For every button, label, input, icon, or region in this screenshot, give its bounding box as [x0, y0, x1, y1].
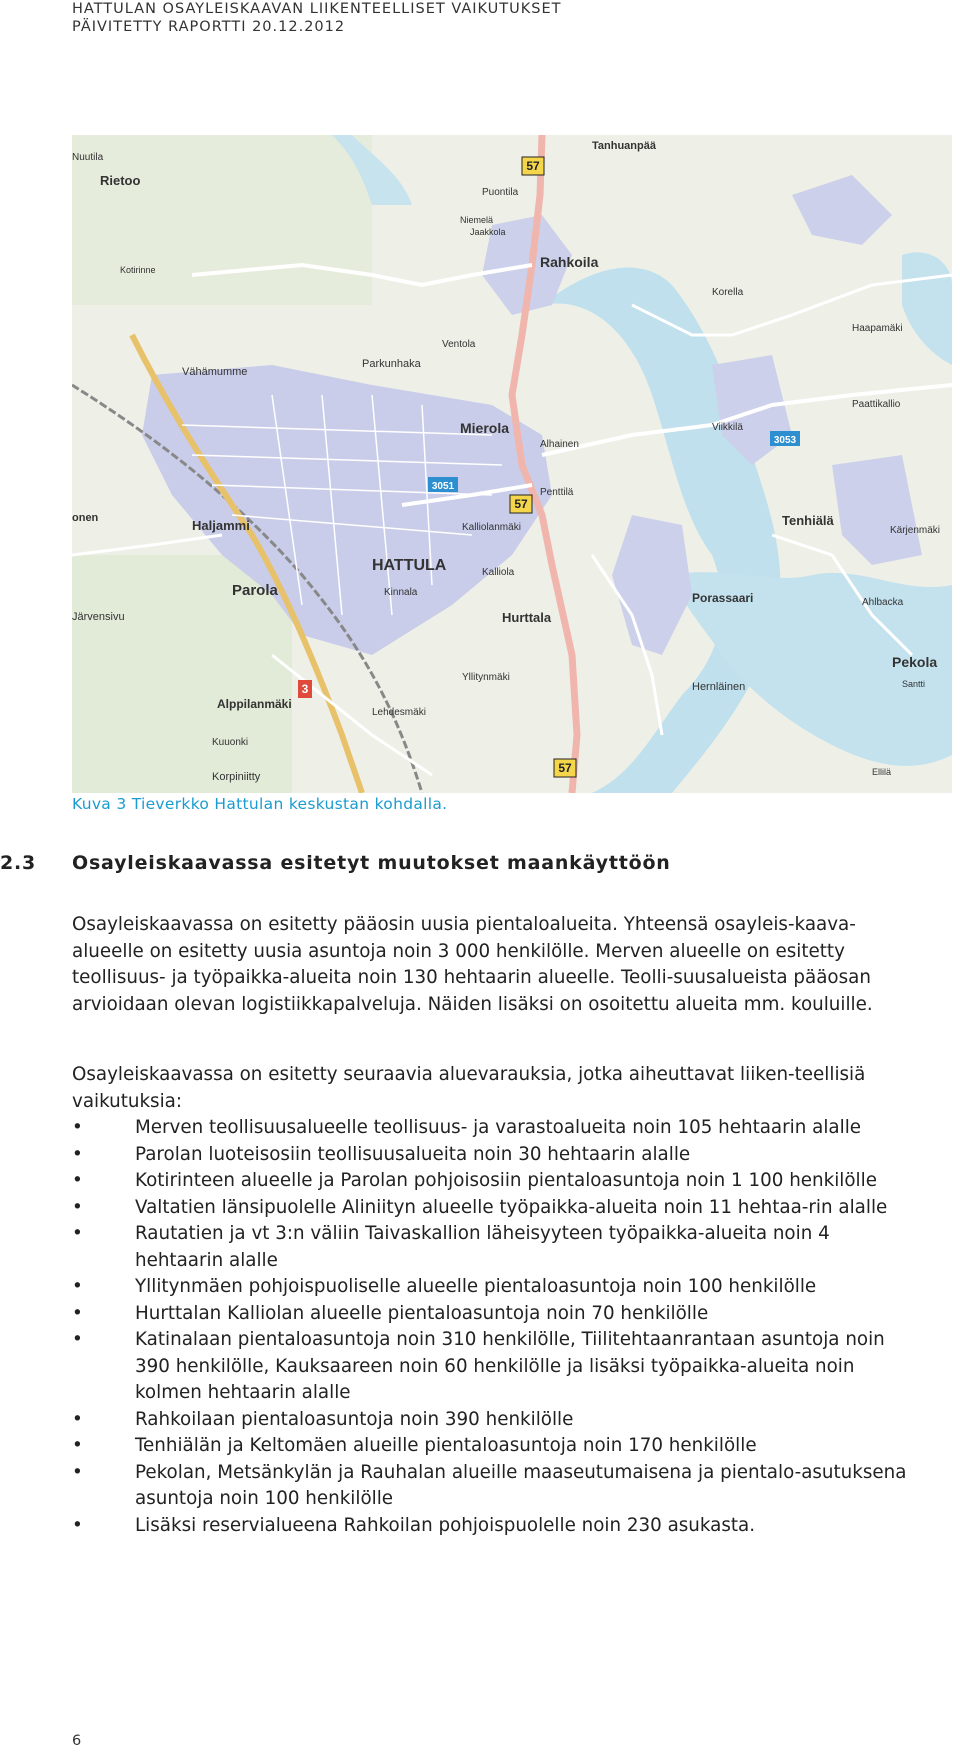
place-label: Yllitynmäki [462, 672, 510, 683]
list-item-text: Merven teollisuusalueelle teollisuus- ja varastoalueita noin 105 hehtaarin alalle [135, 1117, 862, 1138]
place-label: Niemelä [460, 215, 494, 225]
bullet: • [72, 1170, 83, 1191]
bullet-list [72, 1115, 912, 1539]
bullet: • [72, 1435, 83, 1456]
list-item [72, 1221, 912, 1274]
road-number-57: 57 [558, 761, 572, 775]
list-item [72, 1433, 912, 1460]
section-title: Osayleiskaavassa esitetyt muutokset maankäyttöön [72, 852, 671, 874]
place-label: Paattikallio [852, 399, 901, 410]
place-label: Korpiniitty [212, 771, 261, 783]
road-network-map [72, 135, 952, 793]
list-item [72, 1407, 912, 1434]
place-label: Pekola [892, 654, 938, 670]
list-item [72, 1274, 912, 1301]
place-label: Alppilanmäki [217, 697, 292, 711]
bullet: • [72, 1196, 83, 1218]
place-label: Kotirinne [120, 265, 156, 275]
place-label: Puontila [482, 187, 519, 198]
bullet: • [72, 1276, 83, 1297]
bullet: • [72, 1329, 83, 1350]
paragraph: Osayleiskaavassa on esitetty seuraavia aluevarauksia, jotka aiheuttavat liiken-teellisiä vaikutuksia: [72, 1064, 866, 1112]
place-label: Viikkilä [712, 422, 743, 433]
place-label: Rietoo [100, 173, 141, 188]
bullet: • [72, 1143, 83, 1165]
place-label: Kärjenmäki [890, 525, 941, 536]
map-graphic [72, 135, 952, 793]
road-number-57: 57 [526, 159, 540, 173]
place-label: Nuutila [72, 152, 104, 163]
place-label: Porassaari [692, 591, 754, 605]
place-label: Jaakkola [470, 227, 506, 237]
place-label: Ahlbacka [862, 597, 904, 608]
list-item-text: Pekolan, Metsänkylän ja Rauhalan alueille maaseutumaisena ja pientalo-asutuksena asuntoja noin 100 henkilölle [135, 1461, 907, 1509]
running-header [72, 0, 561, 36]
place-label: Lehdesmäki [372, 707, 426, 718]
figure-caption: Kuva 3 Tieverkko Hattulan keskustan kohdalla. [72, 795, 448, 813]
forest-area [72, 135, 372, 305]
list-item [72, 1142, 912, 1169]
bullet: • [72, 1117, 83, 1138]
bullet: • [72, 1302, 83, 1324]
place-label: Rahkoila [540, 254, 599, 270]
place-label: Santti [902, 679, 926, 689]
list-item [72, 1168, 912, 1195]
list-item [72, 1513, 912, 1540]
list-item [72, 1195, 912, 1222]
list-item-text: Rautatien ja vt 3:n väliin Taivaskallion läheisyyteen työpaikka-alueita noin 4 hehtaarin alalle [135, 1223, 830, 1271]
place-label: Penttilä [540, 487, 574, 498]
road-number-3053: 3053 [773, 435, 797, 446]
place-label: Hernläinen [692, 681, 746, 693]
bullet: • [72, 1223, 83, 1244]
place-label: Tanhuanpää [592, 140, 656, 152]
place-label: Hurttala [502, 610, 552, 625]
list-item-text: Rahkoilaan pientaloasuntoja noin 390 henkilölle [135, 1408, 574, 1430]
list-item-text: Tenhiälän ja Keltomäen alueille pientaloasuntoja noin 170 henkilölle [135, 1435, 757, 1456]
place-label: Ellilä [872, 767, 892, 777]
place-label: Ventola [442, 339, 476, 350]
road-number-57: 57 [514, 497, 528, 511]
place-label: Tenhiälä [782, 513, 834, 528]
list-item [72, 1460, 912, 1513]
place-label: Kalliolanmäki [462, 522, 521, 533]
place-label: Vähämumme [182, 366, 248, 378]
bullet: • [72, 1514, 83, 1536]
place-label: Mierola [460, 420, 510, 436]
list-item-text: Hurttalan Kalliolan alueelle pientaloasuntoja noin 70 henkilölle [135, 1302, 709, 1324]
road-number-3: 3 [301, 682, 309, 696]
place-label: Korella [712, 287, 744, 298]
list-item-text: Parolan luoteisosiin teollisuusalueita noin 30 hehtaarin alalle [135, 1143, 691, 1165]
header-subtitle: PÄIVITETTY RAPORTTI 20.12.2012 [72, 19, 346, 35]
place-label: Kuuonki [212, 737, 249, 748]
place-label: Parkunhaka [362, 358, 421, 370]
place-label: Kinnala [384, 587, 418, 598]
list-item-text: Kotirinteen alueelle ja Parolan pohjoisosiin pientaloasuntoja noin 1 100 henkilölle [135, 1170, 877, 1191]
list-item-text: Yllitynmäen pohjoispuoliselle alueelle pientaloasuntoja noin 100 henkilölle [135, 1276, 817, 1297]
place-label: onen [72, 512, 99, 524]
place-label: Järvensivu [72, 611, 125, 623]
header-title: HATTULAN OSAYLEISKAAVAN LIIKENTEELLISET VAIKUTUKSET [72, 1, 562, 17]
list-item-text: Valtatien länsipuolelle Aliniityn alueelle työpaikka-alueita noin 11 hehtaa-rin alalle [135, 1196, 888, 1218]
section-number: 2.3 [0, 852, 37, 874]
place-label: HATTULA [372, 557, 447, 574]
place-label: Kalliola [482, 567, 515, 578]
list-item-text: Katinalaan pientaloasuntoja noin 310 henkilölle, Tiilitehtaanrantaan asuntoja noin 390 henkilölle, Kauksaareen noin 60 henkilölle ja lisäksi työpaikka-alueita noin kolmen hehtaarin alalle [135, 1329, 885, 1403]
place-label: Parola [232, 582, 278, 599]
place-label: Haapamäki [852, 323, 903, 334]
bullet: • [72, 1408, 83, 1430]
place-label: Haljammi [192, 518, 250, 533]
page-number: 6 [72, 1733, 82, 1749]
place-label: Alhainen [540, 439, 579, 450]
road-number-3051: 3051 [431, 481, 455, 492]
paragraph: Osayleiskaavassa on esitetty pääosin uusia pientaloalueita. Yhteensä osayleis-kaava-alueelle on esitetty uusia asuntoja noin 3 000 henkilölle. Merven alueelle on esitetty teollisuus- ja työpaikka-alueita noin 130 hehtaarin alueelle. Teolli-suusalueista pääosan arvioidaan olevan logistiikkapalveluja. Näiden lisäksi on osoitettu alueita mm. kouluille. [72, 914, 873, 1015]
list-item [72, 1301, 912, 1328]
list-item [72, 1327, 912, 1407]
list-item-text: Lisäksi reservialueena Rahkoilan pohjoispuolelle noin 230 asukasta. [135, 1514, 756, 1536]
list-item [72, 1115, 912, 1142]
bullet: • [72, 1461, 83, 1483]
